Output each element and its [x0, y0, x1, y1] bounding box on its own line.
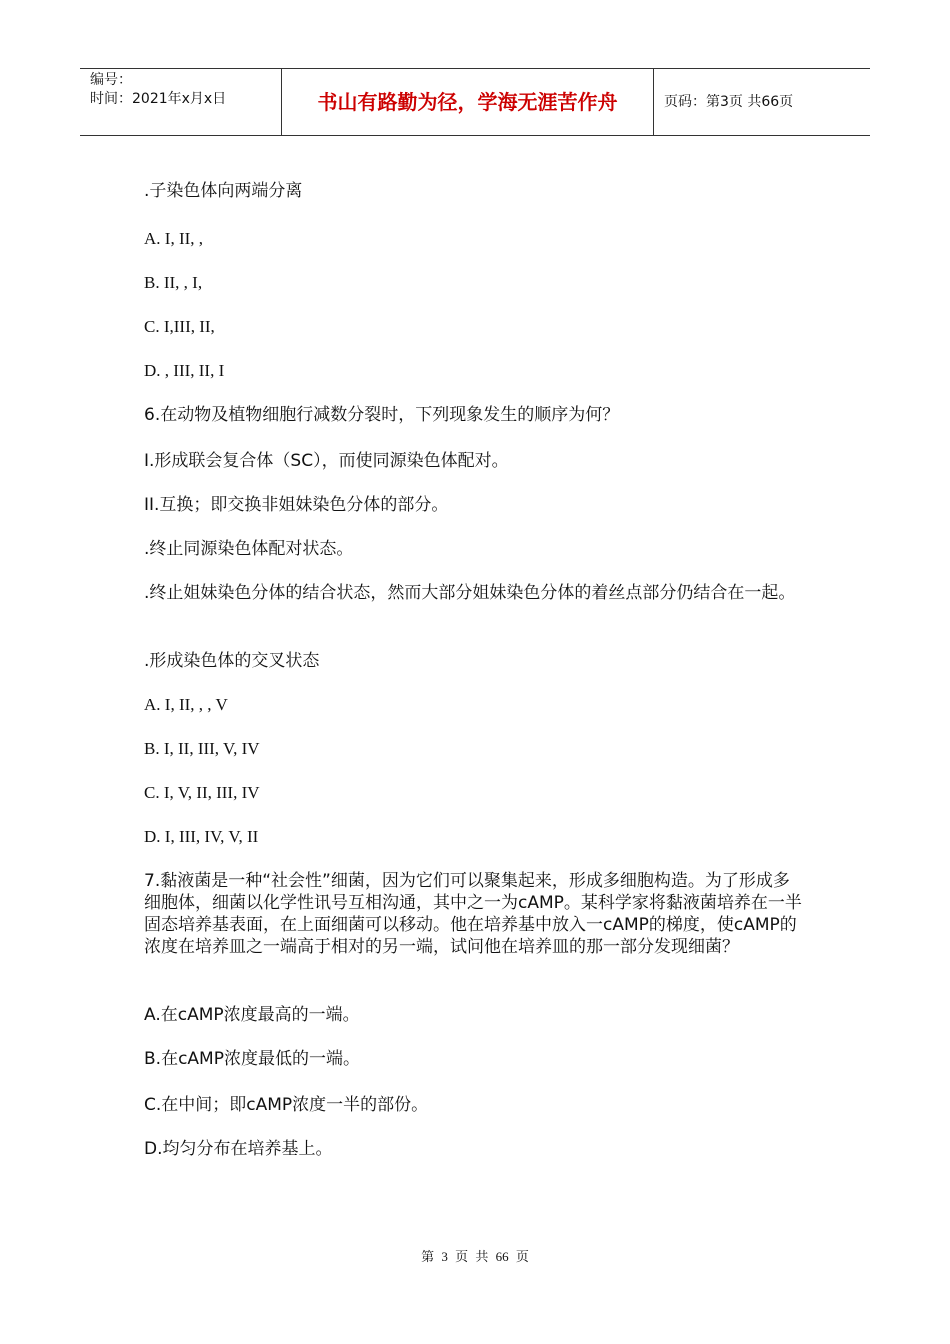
- option-b: B. I, II, III, V, IV: [144, 739, 260, 758]
- option-d: D. I, III, IV, V, II: [144, 827, 259, 846]
- option-c: C. I, V, II, III, IV: [144, 783, 260, 802]
- text-line: II.互换；即交换非姐妹染色分体的部分。: [144, 495, 449, 515]
- date-label: 时间：2021年x月x日: [90, 91, 227, 107]
- text-line: .终止姐妹染色分体的结合状态，然而大部分姐妹染色分体的着丝点部分仍结合在一起。: [144, 583, 796, 603]
- serial-number-label: 编号：: [90, 72, 132, 88]
- option-d: D. , III, II, I: [144, 361, 225, 380]
- text-line: I.形成联会复合体（SC），而使同源染色体配对。: [144, 451, 509, 471]
- text-line: .终止同源染色体配对状态。: [144, 539, 354, 559]
- document-header: [80, 68, 870, 136]
- option-a: A.在cAMP浓度最高的一端。: [144, 1005, 360, 1025]
- header-meta-cell: [80, 69, 282, 135]
- header-page-info: 页码：第3页 共66页: [664, 94, 794, 110]
- option-a: A. I, II, , , V: [144, 695, 228, 714]
- option-b: B.在cAMP浓度最低的一端。: [144, 1049, 360, 1069]
- text-line: .形成染色体的交叉状态: [144, 651, 320, 671]
- question-6: 6.在动物及植物细胞行减数分裂时，下列现象发生的顺序为何？: [144, 405, 620, 425]
- option-a: A. I, II, ,: [144, 229, 204, 248]
- option-d: D.均匀分布在培养基上。: [144, 1139, 333, 1159]
- option-b: B. II, , I,: [144, 273, 203, 292]
- header-motto: 书山有路勤为径，学海无涯苦作舟: [282, 69, 654, 135]
- page-footer: 第 3 页 共 66 页: [421, 1249, 529, 1264]
- option-c: C. I,III, II,: [144, 317, 215, 336]
- option-c: C.在中间；即cAMP浓度一半的部份。: [144, 1095, 429, 1115]
- text-line: .子染色体向两端分离: [144, 181, 303, 201]
- question-7: 7.黏液菌是一种“社会性”细菌，因为它们可以聚集起来，形成多细胞构造。为了形成多细胞体，细菌以化学性讯号互相沟通，其中之一为cAMP。某科学家将黏液菌培养在一半固态培养基表面，在上面细菌可以移动。他在培养基中放入一cAMP的梯度，使cAMP的浓度在培养皿之一端高于相对的另一端，试问他在培养皿的那一部分发现细菌？: [144, 871, 802, 957]
